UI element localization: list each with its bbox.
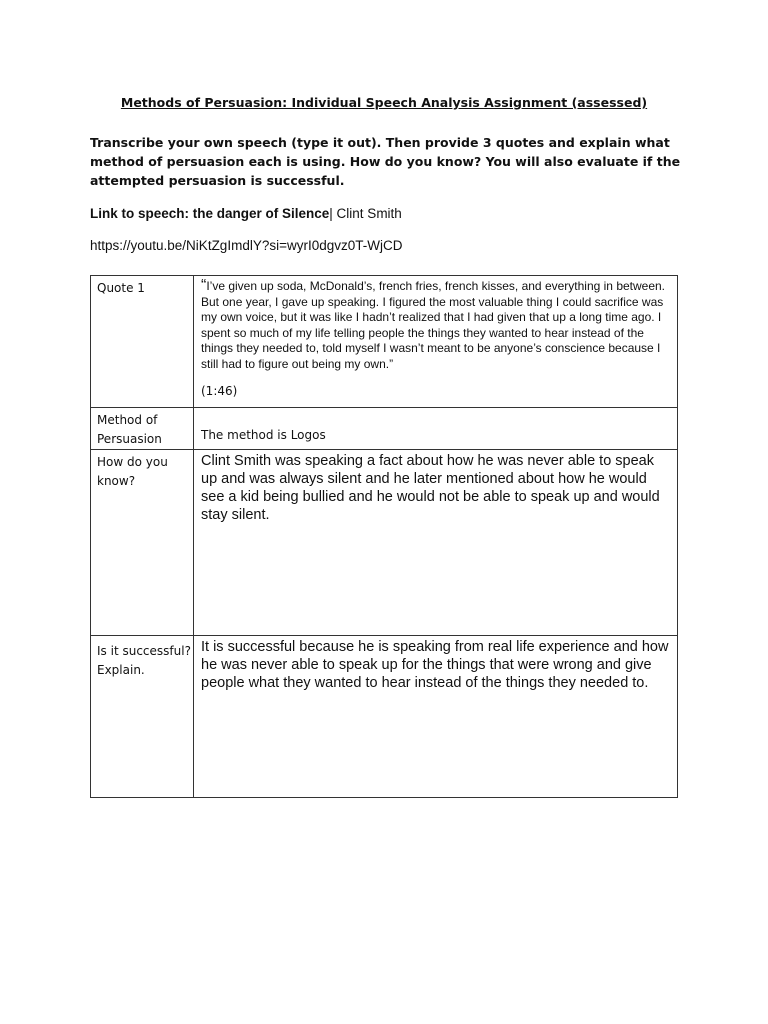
- speech-link-label: Link to speech: the danger of Silence: [90, 206, 330, 221]
- speech-url[interactable]: https://youtu.be/NiKtZgImdlY?si=wyrI0dgvz0T-WjCD: [90, 238, 403, 253]
- analysis-table: [90, 275, 678, 798]
- success-cell[interactable]: [194, 636, 678, 798]
- quote-open-mark: “: [201, 277, 207, 294]
- success-value: It is successful because he is speaking from real life experience and how he was never able to speak up for the things that were wrong and give people what they wanted to hear instead of the things they needed to.: [201, 639, 669, 691]
- quote-row: [91, 276, 678, 408]
- method-cell[interactable]: [194, 408, 678, 450]
- method-row: [91, 408, 678, 450]
- method-label: Method of Persuasion: [91, 408, 194, 450]
- how-value: Clint Smith was speaking a fact about how he was never able to speak up and was always silent and he later mentioned about how he would see a kid being bullied and he would not be able to speak up and would stay silent.: [201, 453, 660, 523]
- speech-author: | Clint Smith: [329, 206, 402, 221]
- quote-text: I’ve given up soda, McDonald’s, french fries, french kisses, and everything in between. But one year, I gave up speaking. I figured the most valuable thing I could sacrifice was my own voice, but it was like I hadn’t realized that I had given that up a long time ago. I spent so much of my life telling people the things they wanted to hear instead of the things they needed to, told myself I wasn’t meant to be anyone’s conscience because I still had to figure out being my own.”: [201, 279, 666, 371]
- page-title: Methods of Persuasion: Individual Speech Analysis Assignment (assessed): [120, 95, 648, 110]
- success-label: Is it successful? Explain.: [91, 636, 194, 798]
- quote-cell[interactable]: [194, 276, 678, 408]
- method-value: The method is Logos: [201, 428, 326, 442]
- how-label: How do you know?: [91, 450, 194, 636]
- how-row: [91, 450, 678, 636]
- how-cell[interactable]: [194, 450, 678, 636]
- quote-label: Quote 1: [91, 276, 194, 408]
- instructions: Transcribe your own speech (type it out). Then provide 3 quotes and explain what method of persuasion each is using. How do you know? You will also evaluate if the attempted persuasion is successful.: [90, 135, 681, 188]
- quote-text-block: [201, 278, 671, 372]
- quote-timestamp: (1:46): [201, 384, 238, 398]
- speech-link-line: [90, 206, 402, 221]
- success-row: [91, 636, 678, 798]
